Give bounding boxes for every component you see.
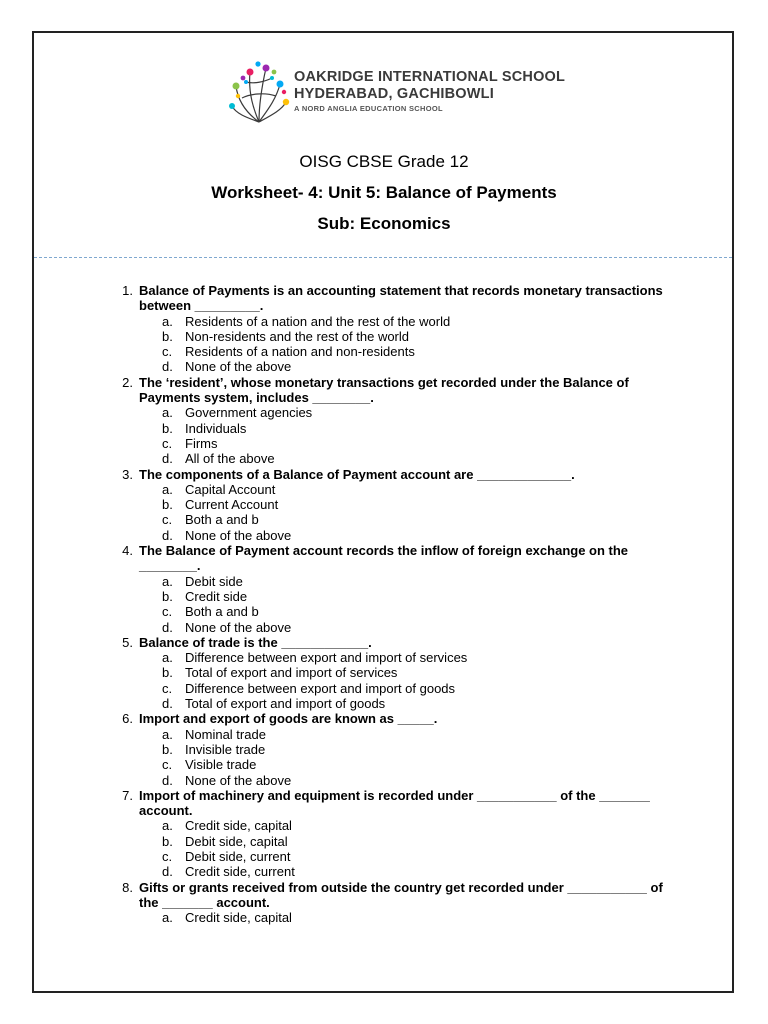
- option-letter: a.: [162, 726, 173, 742]
- answer-option: [0, 742, 768, 757]
- question-text: The Balance of Payment account records the inflow of foreign exchange on the ________.: [139, 543, 629, 574]
- option-text: None of the above: [185, 772, 292, 788]
- option-text: Both a and b: [185, 512, 259, 528]
- answer-option: [0, 574, 768, 589]
- answer-option: [0, 482, 768, 497]
- option-text: Debit side, capital: [185, 833, 288, 849]
- option-letter: c.: [162, 604, 173, 620]
- answer-option: [0, 773, 768, 788]
- answer-option: [0, 344, 768, 359]
- question-text: Import and export of goods are known as _____.: [139, 711, 438, 727]
- option-letter: a.: [162, 405, 173, 421]
- option-letter: d.: [162, 696, 173, 712]
- option-letter: b.: [162, 588, 173, 604]
- option-letter: a.: [162, 481, 173, 497]
- question-text: The ‘resident’, whose monetary transactions get recorded under the Balance of Payments system, includes ________.: [139, 374, 629, 406]
- question-item: [0, 788, 768, 880]
- option-letter: c.: [162, 680, 173, 696]
- option-text: Residents of a nation and the rest of the world: [185, 313, 451, 329]
- option-list: [0, 482, 768, 543]
- option-list: [0, 405, 768, 466]
- option-letter: c.: [162, 435, 173, 451]
- option-text: Current Account: [185, 497, 279, 513]
- question-item: [0, 635, 768, 711]
- answer-option: [0, 681, 768, 696]
- question-text: The components of a Balance of Payment account are _____________.: [139, 466, 575, 482]
- answer-option: [0, 604, 768, 619]
- school-name: OAKRIDGE INTERNATIONAL SCHOOL: [294, 69, 566, 85]
- answer-option: [0, 864, 768, 879]
- option-text: Credit side, capital: [185, 910, 292, 926]
- school-name-block: [294, 69, 565, 114]
- question-number: 1.: [122, 283, 133, 298]
- option-letter: b.: [162, 328, 173, 344]
- question-number: 4.: [122, 543, 133, 559]
- option-list: [0, 574, 768, 635]
- option-list: [0, 727, 768, 788]
- answer-option: [0, 512, 768, 527]
- option-text: Invisible trade: [185, 741, 266, 757]
- answer-option: [0, 359, 768, 374]
- question-number: 5.: [122, 634, 133, 650]
- question-item: [0, 283, 768, 375]
- question-item: [0, 543, 768, 635]
- option-text: Individuals: [185, 420, 247, 436]
- question-text: Import of machinery and equipment is recorded under ___________ of the _______ account.: [139, 787, 650, 819]
- option-text: Credit side: [185, 588, 248, 604]
- answer-option: [0, 849, 768, 864]
- option-text: Capital Account: [185, 481, 276, 497]
- option-text: All of the above: [185, 451, 275, 467]
- option-letter: d.: [162, 864, 173, 880]
- section-divider: [34, 257, 732, 258]
- option-text: Total of export and import of goods: [185, 696, 386, 712]
- option-letter: b.: [162, 497, 173, 513]
- option-letter: b.: [162, 741, 173, 757]
- option-text: Firms: [185, 435, 218, 451]
- question-number: 2.: [122, 374, 133, 390]
- option-text: Nominal trade: [185, 726, 266, 742]
- answer-option: [0, 589, 768, 604]
- answer-option: [0, 818, 768, 833]
- option-letter: d.: [162, 619, 173, 635]
- option-list: [0, 650, 768, 711]
- subject-title: Sub: Economics: [317, 214, 451, 233]
- option-letter: d.: [162, 527, 173, 543]
- logo-emblem-icon: [228, 58, 290, 128]
- answer-option: [0, 620, 768, 635]
- question-number: 8.: [122, 879, 133, 895]
- option-letter: d.: [162, 359, 173, 375]
- question-item: [0, 467, 768, 543]
- question-item: [0, 375, 768, 467]
- answer-option: [0, 497, 768, 512]
- option-text: Total of export and import of services: [185, 665, 398, 681]
- answer-option: [0, 696, 768, 711]
- question-number: 3.: [122, 466, 133, 482]
- answer-option: [0, 650, 768, 665]
- answer-option: [0, 436, 768, 451]
- option-text: Visible trade: [185, 757, 257, 773]
- option-letter: b.: [162, 420, 173, 436]
- option-letter: a.: [162, 818, 173, 834]
- answer-option: [0, 757, 768, 772]
- option-text: Both a and b: [185, 604, 259, 620]
- option-text: Debit side, current: [185, 848, 291, 864]
- answer-option: [0, 727, 768, 742]
- grade-title: OISG CBSE Grade 12: [299, 152, 469, 171]
- option-letter: a.: [162, 650, 173, 666]
- option-text: None of the above: [185, 619, 292, 635]
- option-text: Residents of a nation and non-residents: [185, 344, 415, 360]
- option-text: Non-residents and the rest of the world: [185, 328, 410, 344]
- question-text: Balance of trade is the ____________.: [139, 634, 372, 650]
- answer-option: [0, 451, 768, 466]
- question-list: [0, 283, 768, 925]
- option-text: None of the above: [185, 527, 292, 543]
- option-list: [0, 910, 768, 925]
- answer-option: [0, 665, 768, 680]
- option-letter: b.: [162, 665, 173, 681]
- option-text: Debit side: [185, 573, 243, 589]
- option-list: [0, 314, 768, 375]
- option-letter: a.: [162, 573, 173, 589]
- option-letter: a.: [162, 313, 173, 329]
- school-logo: [228, 58, 566, 128]
- school-location: HYDERABAD, GACHIBOWLI: [294, 86, 494, 102]
- option-text: Credit side, current: [185, 864, 295, 880]
- question-text: Gifts or grants received from outside the country get recorded under ___________ of the _______ account.: [139, 879, 663, 910]
- answer-option: [0, 329, 768, 344]
- option-letter: d.: [162, 772, 173, 788]
- option-letter: c.: [162, 848, 173, 864]
- option-letter: a.: [162, 910, 173, 926]
- option-letter: c.: [162, 757, 173, 773]
- answer-option: [0, 910, 768, 925]
- option-letter: b.: [162, 833, 173, 849]
- option-letter: d.: [162, 451, 173, 467]
- option-text: Government agencies: [185, 405, 313, 421]
- option-letter: c.: [162, 344, 173, 360]
- question-text: Balance of Payments is an accounting statement that records monetary transactions between _________.: [139, 283, 663, 314]
- option-list: [0, 818, 768, 879]
- option-text: Difference between export and import of goods: [185, 680, 456, 696]
- worksheet-title: Worksheet- 4: Unit 5: Balance of Payments: [211, 183, 557, 202]
- question-number: 6.: [122, 711, 133, 727]
- answer-option: [0, 405, 768, 420]
- question-item: [0, 880, 768, 926]
- answer-option: [0, 421, 768, 436]
- answer-option: [0, 314, 768, 329]
- option-text: Credit side, capital: [185, 818, 292, 834]
- answer-option: [0, 528, 768, 543]
- answer-option: [0, 834, 768, 849]
- option-text: None of the above: [185, 359, 292, 375]
- question-item: [0, 711, 768, 787]
- option-letter: c.: [162, 512, 173, 528]
- school-tagline: A NORD ANGLIA EDUCATION SCHOOL: [294, 104, 443, 113]
- option-text: Difference between export and import of services: [185, 650, 468, 666]
- question-number: 7.: [122, 787, 133, 803]
